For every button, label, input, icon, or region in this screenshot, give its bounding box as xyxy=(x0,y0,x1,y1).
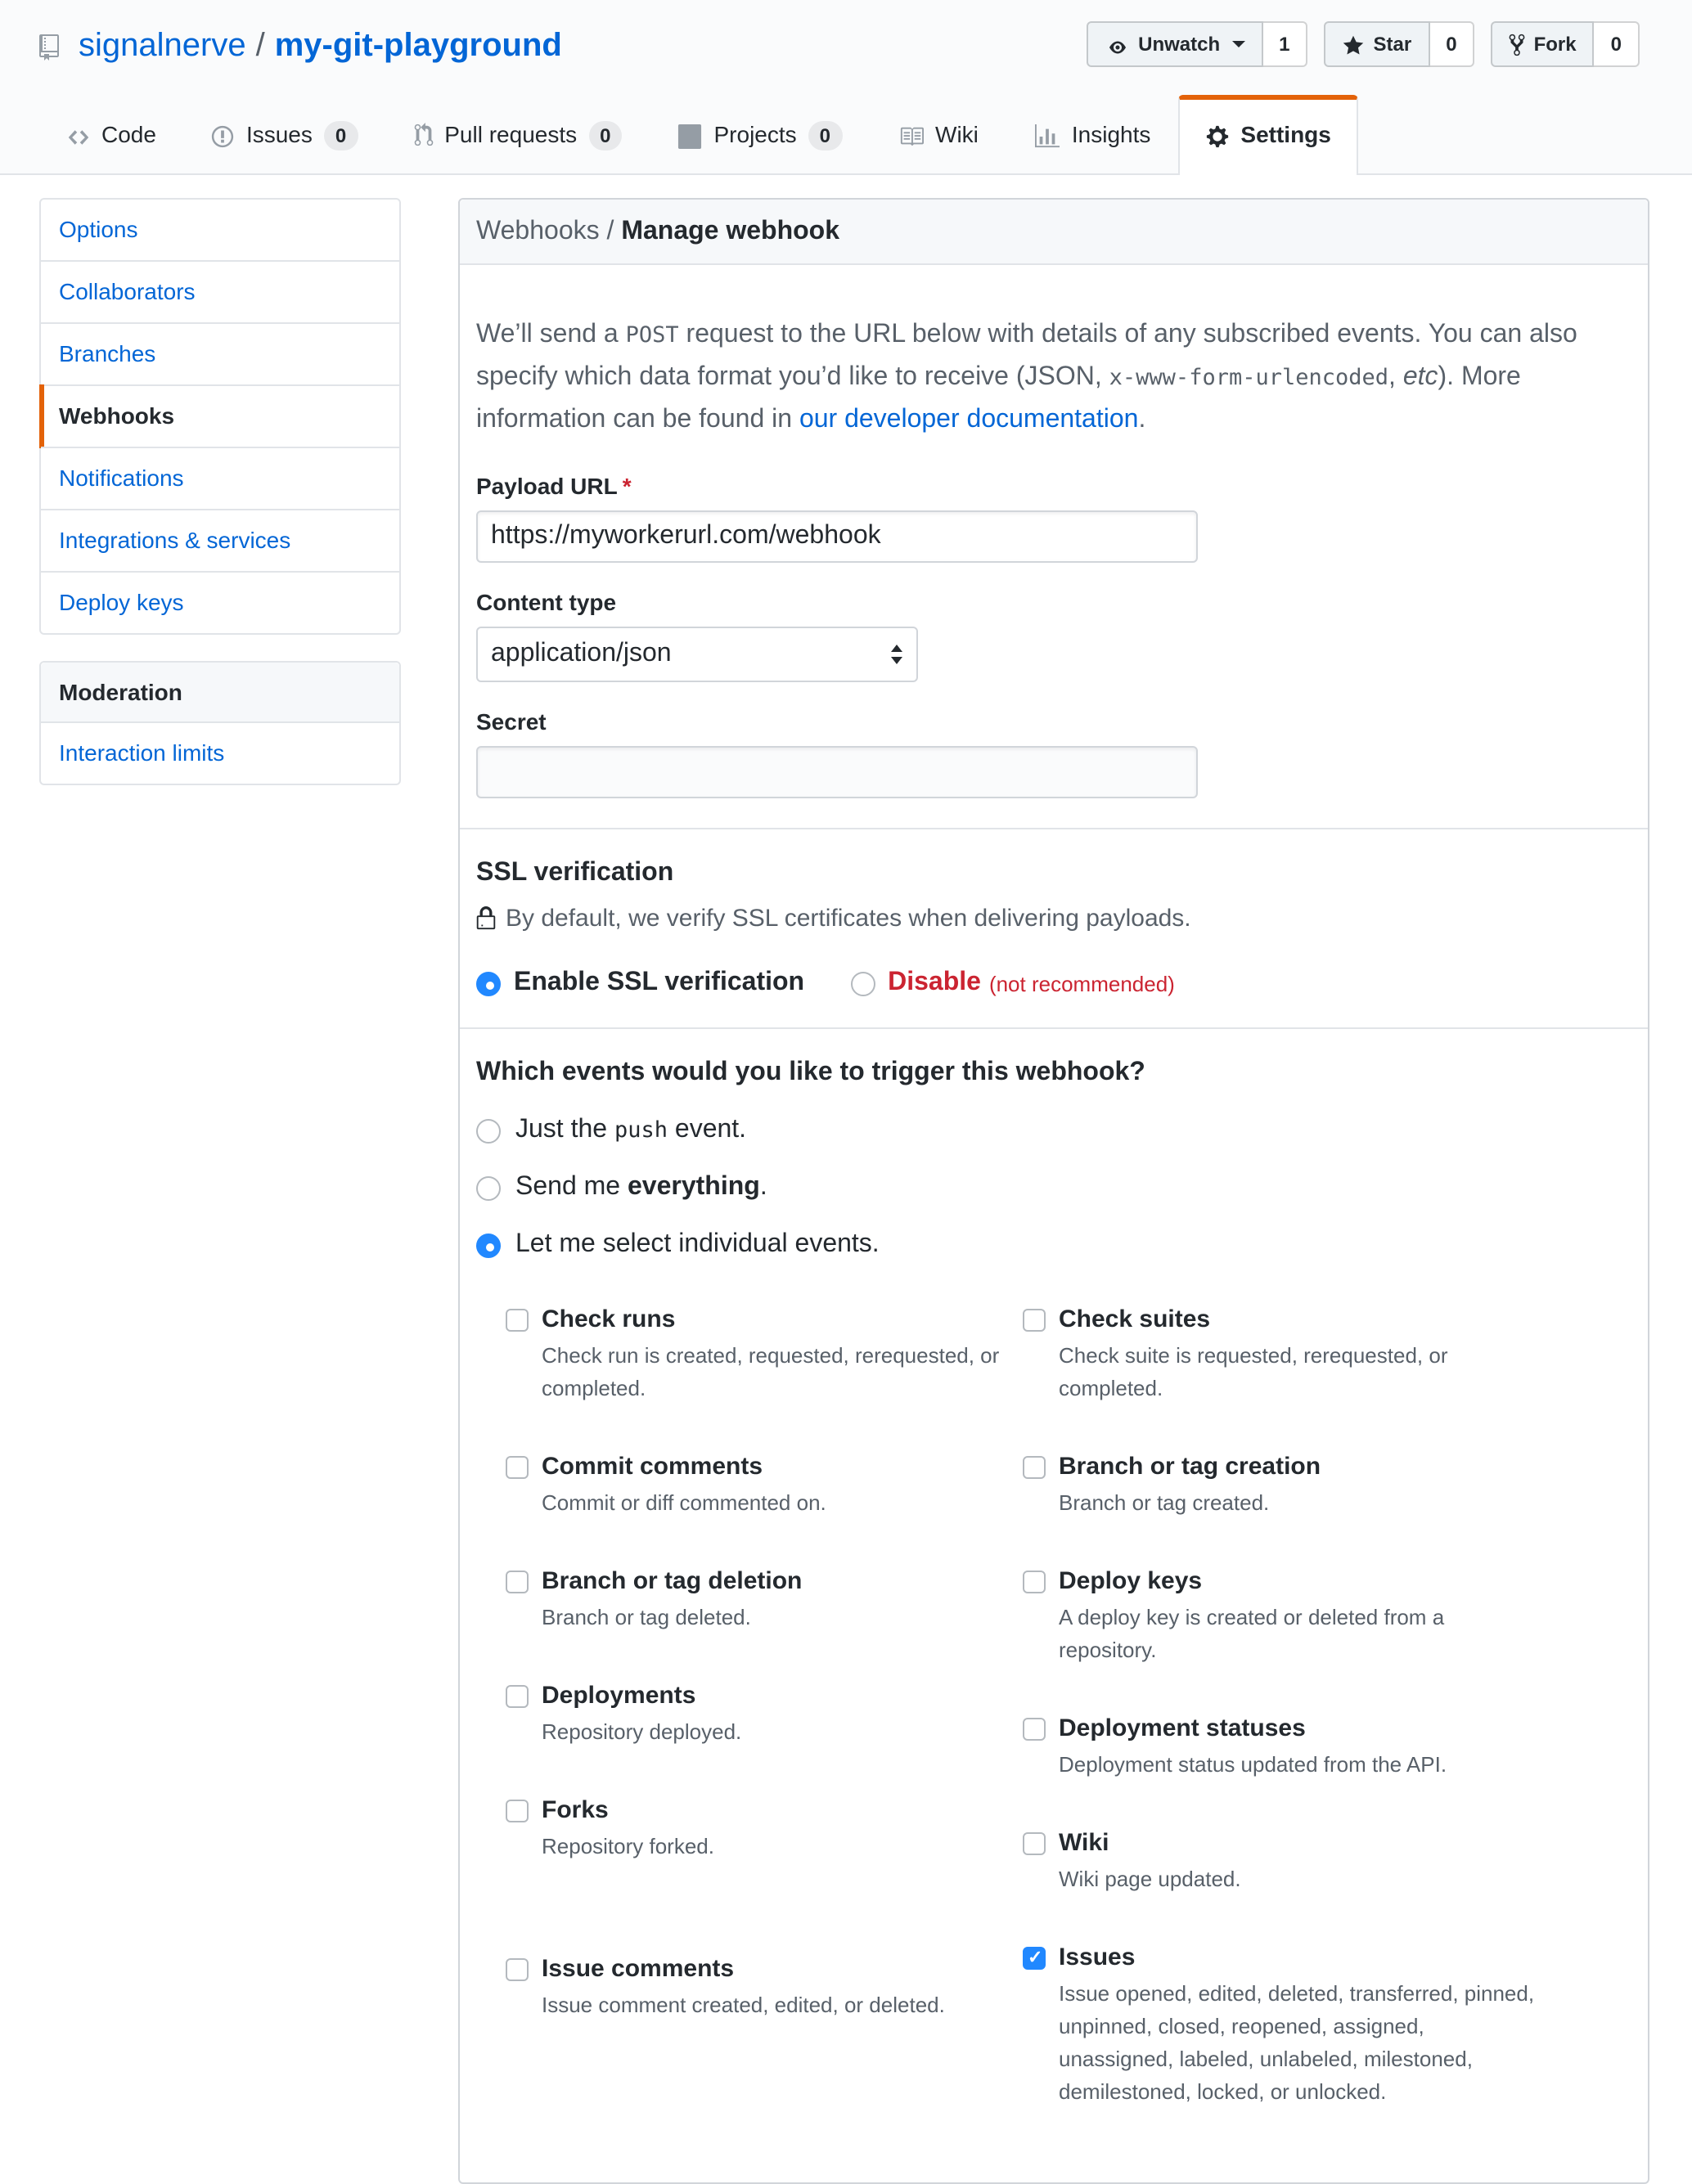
sidebar-item-notifications[interactable]: Notifications xyxy=(41,447,399,509)
tab-code[interactable] xyxy=(39,95,184,173)
select-arrows-icon xyxy=(890,645,903,664)
event-description: Wiki page updated. xyxy=(1059,1867,1241,1891)
fork-icon xyxy=(1510,32,1526,56)
breadcrumb xyxy=(460,200,1648,265)
sidebar-item-options[interactable]: Options xyxy=(59,216,138,242)
forks-checkbox[interactable] xyxy=(506,1800,529,1822)
intro-text: . xyxy=(1138,406,1146,434)
everything-radio[interactable] xyxy=(476,1175,501,1200)
required-asterisk: * xyxy=(622,473,632,499)
event-branch-tag-creation xyxy=(1023,1449,1631,1520)
moderation-menu-header: Moderation xyxy=(41,663,399,723)
webhook-panel xyxy=(458,198,1649,2184)
star-group xyxy=(1325,21,1475,67)
event-option-everything xyxy=(476,1173,1631,1202)
tab-label: Projects xyxy=(713,121,797,147)
tab-label: Code xyxy=(101,121,156,147)
fork-group xyxy=(1492,21,1640,67)
deployments-checkbox[interactable] xyxy=(506,1685,529,1708)
push-event-label xyxy=(515,1116,746,1145)
content-type-label: Content type xyxy=(476,589,617,615)
wiki-checkbox[interactable] xyxy=(1023,1832,1046,1855)
individual-events-radio[interactable] xyxy=(476,1233,501,1257)
ssl-note xyxy=(476,905,1631,932)
event-title: Deployment statuses xyxy=(1059,1714,1306,1742)
event-description: Issue opened, edited, deleted, transferred, pinned, unpinned, closed, reopened, assigned, unassigned, labeled, unlabeled, milestoned, demilestoned, locked, or unlocked. xyxy=(1059,1981,1535,2104)
disable-ssl-label: Disable xyxy=(888,968,981,996)
event-branch-tag-deletion xyxy=(506,1564,1023,1634)
event-description: Branch or tag deleted. xyxy=(542,1605,751,1629)
everything-strong: everything xyxy=(627,1173,760,1201)
repo-actions xyxy=(1086,21,1640,67)
event-title: Commit comments xyxy=(542,1453,763,1481)
fork-count[interactable]: 0 xyxy=(1595,21,1640,67)
star-label: Star xyxy=(1373,33,1412,56)
intro-text: , xyxy=(1388,363,1403,391)
event-description: Commit or diff commented on. xyxy=(542,1490,826,1515)
tab-projects[interactable] xyxy=(650,95,871,173)
sidebar-item-branches[interactable]: Branches xyxy=(41,322,399,384)
disable-ssl-note: (not recommended) xyxy=(988,971,1175,995)
git-pull-request-icon xyxy=(413,123,433,147)
repo-name-link[interactable]: my-git-playground xyxy=(274,28,562,64)
tab-count-badge: 0 xyxy=(324,120,358,150)
event-title: Forks xyxy=(542,1796,609,1824)
event-title: Deploy keys xyxy=(1059,1567,1203,1595)
secret-input[interactable] xyxy=(476,746,1198,798)
event-description: Repository forked. xyxy=(542,1834,714,1858)
intro-etc: etc xyxy=(1402,363,1438,391)
content-type-select[interactable] xyxy=(476,627,918,682)
tab-settings[interactable] xyxy=(1178,95,1358,175)
events-column-right xyxy=(1023,1302,1631,2153)
branch-tag-creation-checkbox[interactable] xyxy=(1023,1456,1046,1479)
event-issue-comments xyxy=(506,1952,1023,2022)
issues-checkbox[interactable] xyxy=(1023,1947,1046,1970)
settings-sidebar xyxy=(39,198,401,785)
tab-label: Insights xyxy=(1071,121,1151,147)
payload-url-label-text: Payload URL xyxy=(476,473,618,499)
repo-nav xyxy=(0,95,1692,175)
star-count[interactable]: 0 xyxy=(1429,21,1474,67)
breadcrumb-separator: / xyxy=(599,218,622,245)
fork-label: Fork xyxy=(1533,33,1577,56)
event-description: A deploy key is created or deleted from a repository. xyxy=(1059,1605,1445,1662)
ssl-radio-row xyxy=(476,968,1631,998)
intro-code-urlencoded: x-www-form-urlencoded xyxy=(1109,365,1389,391)
individual-events-label: Let me select individual events. xyxy=(515,1230,880,1258)
star-button[interactable] xyxy=(1325,21,1430,67)
event-title: Branch or tag creation xyxy=(1059,1453,1321,1481)
events-grid xyxy=(506,1302,1631,2153)
event-title: Deployments xyxy=(542,1682,696,1710)
event-title: Issues xyxy=(1059,1944,1136,1971)
sidebar-item-integrations[interactable]: Integrations & services xyxy=(41,509,399,571)
push-code: push xyxy=(614,1117,668,1144)
webhook-intro xyxy=(460,291,1638,447)
intro-text: We’ll send a xyxy=(476,321,626,348)
star-icon xyxy=(1343,32,1366,56)
breadcrumb-current: Manage webhook xyxy=(621,218,840,245)
push-event-radio[interactable] xyxy=(476,1118,501,1143)
tab-label: Wiki xyxy=(935,121,979,147)
event-description: Branch or tag created. xyxy=(1059,1490,1270,1515)
enable-ssl-label: Enable SSL verification xyxy=(514,968,805,996)
option-text: event. xyxy=(668,1116,747,1144)
event-option-individual xyxy=(476,1230,1631,1260)
issue-comments-checkbox[interactable] xyxy=(506,1958,529,1981)
events-column-left xyxy=(506,1302,1023,2153)
tab-label: Settings xyxy=(1240,121,1331,147)
event-option-push xyxy=(476,1116,1631,1145)
disable-ssl-radio[interactable] xyxy=(850,971,875,995)
event-issues xyxy=(1023,1940,1631,2109)
tab-label: Issues xyxy=(245,121,313,147)
commit-comments-checkbox[interactable] xyxy=(506,1456,529,1479)
intro-text: ). More information can be found in xyxy=(476,363,1521,434)
watch-count[interactable]: 1 xyxy=(1262,21,1307,67)
event-description: Issue comment created, edited, or deleted. xyxy=(542,1993,945,2017)
event-check-runs xyxy=(506,1302,1023,1405)
event-description: Check suite is requested, rerequested, or completed. xyxy=(1059,1343,1448,1400)
payload-url-input[interactable] xyxy=(476,510,1198,563)
sidebar-item-deploy-keys[interactable]: Deploy keys xyxy=(41,571,399,633)
disable-ssl-option xyxy=(850,968,1175,998)
repo-owner-link[interactable]: signalnerve xyxy=(79,28,246,64)
project-icon xyxy=(678,122,703,148)
breadcrumb-webhooks[interactable]: Webhooks xyxy=(476,218,600,245)
enable-ssl-radio[interactable] xyxy=(476,971,501,995)
sidebar-item-webhooks[interactable]: Webhooks xyxy=(41,384,399,447)
event-deployments xyxy=(506,1678,1023,1749)
event-commit-comments xyxy=(506,1449,1023,1520)
option-text: Just the xyxy=(515,1116,614,1144)
event-deploy-keys xyxy=(1023,1564,1631,1667)
repo-icon xyxy=(39,34,65,61)
sidebar-item-interaction-limits[interactable]: Interaction limits xyxy=(59,739,225,766)
tab-count-badge: 0 xyxy=(588,120,622,150)
tab-wiki[interactable] xyxy=(870,95,1006,173)
webhook-form xyxy=(460,473,1648,828)
events-heading: Which events would you like to trigger this webhook? xyxy=(476,1058,1145,1086)
check-runs-checkbox[interactable] xyxy=(506,1309,529,1332)
branch-tag-deletion-checkbox[interactable] xyxy=(506,1571,529,1593)
book-icon xyxy=(898,122,924,148)
everything-label xyxy=(515,1173,767,1202)
graph-icon xyxy=(1034,122,1060,148)
event-description: Check run is created, requested, rerequested, or completed. xyxy=(542,1343,1000,1400)
event-wiki xyxy=(1023,1826,1631,1896)
sidebar-item-collaborators[interactable]: Collaborators xyxy=(41,260,399,322)
tab-pull-requests[interactable] xyxy=(385,95,650,173)
developer-docs-link[interactable]: our developer documentation xyxy=(799,406,1139,434)
watch-group xyxy=(1086,21,1307,67)
deploy-keys-checkbox[interactable] xyxy=(1023,1571,1046,1593)
deployment-statuses-checkbox[interactable] xyxy=(1023,1718,1046,1741)
code-icon xyxy=(67,122,90,148)
event-title: Branch or tag deletion xyxy=(542,1567,803,1595)
repo-title-separator: / xyxy=(255,28,265,64)
tab-count-badge: 0 xyxy=(808,120,842,150)
secret-label: Secret xyxy=(476,708,547,735)
event-title: Wiki xyxy=(1059,1829,1109,1857)
payload-url-label xyxy=(476,473,1631,499)
tab-insights[interactable] xyxy=(1006,95,1179,173)
ssl-note-text: By default, we verify SSL certificates when delivering payloads. xyxy=(506,905,1191,932)
fork-button[interactable] xyxy=(1492,21,1595,67)
settings-menu xyxy=(39,198,401,635)
event-deployment-statuses xyxy=(1023,1711,1631,1782)
repo-pagehead xyxy=(0,0,1692,175)
unwatch-label: Unwatch xyxy=(1138,33,1221,56)
content-type-value: application/json xyxy=(491,640,672,667)
issue-opened-icon xyxy=(212,122,235,148)
ssl-section xyxy=(460,828,1648,1027)
option-text: . xyxy=(759,1173,767,1201)
event-description: Deployment status updated from the API. xyxy=(1059,1752,1447,1777)
events-section xyxy=(460,1027,1648,2182)
event-title: Issue comments xyxy=(542,1955,735,1983)
event-description: Repository deployed. xyxy=(542,1719,742,1744)
intro-text: request to the URL below with details of any subscribed events. You can also specify which data format you’d like to receive (JSON, xyxy=(476,321,1577,391)
eye-icon xyxy=(1104,34,1130,55)
tab-label: Pull requests xyxy=(444,121,578,147)
event-check-suites xyxy=(1023,1302,1631,1405)
chevron-down-icon xyxy=(1231,41,1244,47)
unwatch-button[interactable] xyxy=(1086,21,1262,67)
event-title: Check suites xyxy=(1059,1305,1211,1333)
lock-icon xyxy=(476,906,496,931)
gear-icon xyxy=(1206,122,1229,148)
tab-issues[interactable] xyxy=(184,95,385,173)
event-forks xyxy=(506,1793,1023,1863)
option-text: Send me xyxy=(515,1173,628,1201)
ssl-heading: SSL verification xyxy=(476,859,674,887)
intro-code-post: POST xyxy=(625,322,679,348)
moderation-menu xyxy=(39,661,401,785)
check-suites-checkbox[interactable] xyxy=(1023,1309,1046,1332)
event-title: Check runs xyxy=(542,1305,676,1333)
